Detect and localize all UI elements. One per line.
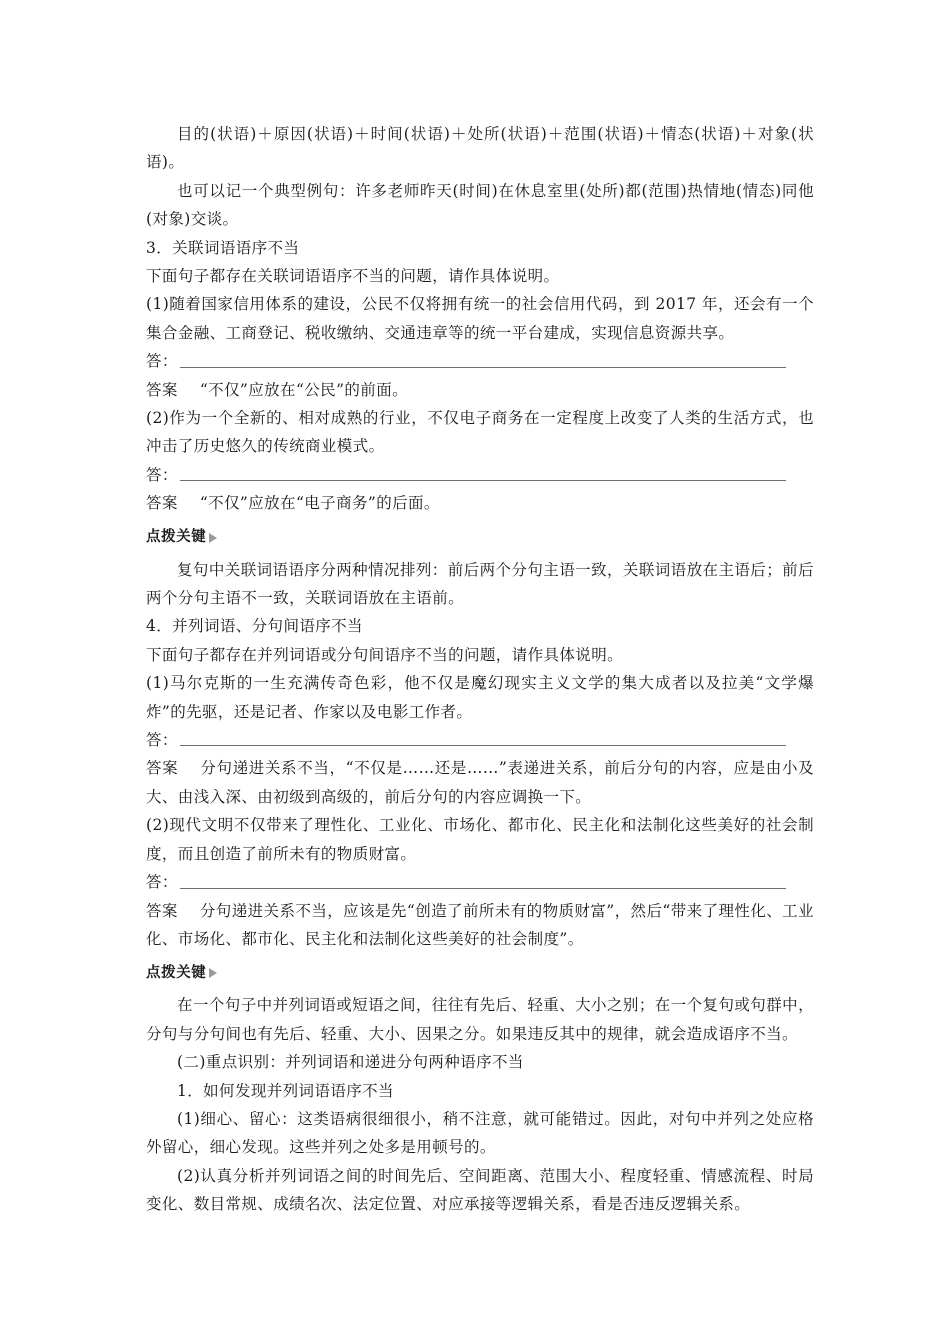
key-point-1-text: 复句中关联词语语序分两种情况排列：前后两个分句主语一致，关联词语放在主语后；前后两个分句主语不一致，关联词语放在主语前。 (146, 560, 814, 608)
answer-underline (180, 888, 786, 889)
answer-underline (180, 367, 786, 368)
section-3-intro: 下面句子都存在关联词语语序不当的问题，请作具体说明。 (146, 267, 560, 286)
answer-blank-s3-q2 (146, 461, 814, 489)
section-4-intro: 下面句子都存在并列词语或分句间语序不当的问题，请作具体说明。 (146, 645, 624, 664)
paragraph-adverbial-order: 目的(状语)＋原因(状语)＋时间(状语)＋处所(状语)＋范围(状语)＋情态(状语)＋对象(状语)。 (146, 125, 814, 172)
answer-tag: 答案 (146, 901, 178, 920)
subsection-2-title: (二)重点识别：并列词语和递进分句两种语序不当 (177, 1053, 524, 1072)
section-4-question-1: (1)马尔克斯的一生充满传奇色彩，他不仅是魔幻现实主义文学的集大成者以及拉美“文学爆炸”的先驱，还是记者、作家以及电影工作者。 (146, 674, 814, 721)
answer-text: 分句递进关系不当，应该是先“创造了前所未有的物质财富”，然后“带来了理性化、工业化、市场化、都市化、民主化和法制化这些美好的社会制度”。 (146, 901, 814, 948)
answer-text: 分句递进关系不当，“不仅是……还是……”表递进关系，前后分句的内容，应是由小及大、由浅入深、由初级到高级的，前后分句的内容应调换一下。 (146, 759, 814, 806)
section-3-answer-1 (146, 376, 814, 404)
answer-tag: 答案 (146, 494, 178, 513)
answer-text: “不仅”应放在“电子商务”的后面。 (199, 494, 440, 513)
answer-prompt: 答： (146, 352, 178, 371)
answer-blank-s4-q2 (146, 868, 814, 896)
answer-underline (180, 745, 786, 746)
answer-prompt: 答： (146, 873, 178, 892)
paragraph-example-sentence: 也可以记一个典型例句：许多老师昨天(时间)在休息室里(处所)都(范围)热情地(情态)同他(对象)交谈。 (146, 181, 814, 229)
answer-blank-s4-q1 (146, 726, 814, 754)
key-point-label: 点拨关键 (146, 529, 207, 546)
subsection-2-item-1: 1．如何发现并列词语语序不当 (177, 1081, 394, 1100)
triangle-right-icon (209, 968, 217, 978)
section-3-title: 3．关联词语语序不当 (146, 238, 300, 257)
section-4-question-2: (2)现代文明不仅带来了理性化、工业化、市场化、都市化、民主化和法制化这些美好的社会制度，而且创造了前所未有的物质财富。 (146, 816, 814, 863)
subsection-2-point-2: (2)认真分析并列词语之间的时间先后、空间距离、范围大小、程度轻重、情感流程、时局变化、数目常规、成绩名次、法定位置、对应承接等逻辑关系，看是否违反逻辑关系。 (146, 1166, 814, 1214)
section-3-question-2: (2)作为一个全新的、相对成熟的行业，不仅电子商务在一定程度上改变了人类的生活方式，也冲击了历史悠久的传统商业模式。 (146, 409, 814, 456)
answer-blank-s3-q1 (146, 347, 814, 375)
section-3-answer-2 (146, 489, 814, 517)
answer-prompt: 答： (146, 465, 178, 484)
section-4-answer-1 (146, 754, 814, 811)
key-point-2-text: 在一个句子中并列词语或短语之间，往往有先后、轻重、大小之别；在一个复句或句群中，分句与分句间也有先后、轻重、大小、因果之分。如果违反其中的规律，就会造成语序不当。 (146, 996, 814, 1043)
triangle-right-icon (209, 533, 217, 543)
document-page (146, 120, 814, 1219)
answer-tag: 答案 (146, 380, 178, 399)
answer-underline (180, 480, 786, 481)
section-3-question-1: (1)随着国家信用体系的建设，公民不仅将拥有统一的社会信用代码，到 2017 年，还会有一个集合金融、工商登记、税收缴纳、交通违章等的统一平台建成，实现信息资源共享。 (146, 295, 814, 342)
subsection-2-point-1: (1)细心、留心：这类语病很细很小，稍不注意，就可能错过。因此，对句中并列之处应格外留心，细心发现。这些并列之处多是用顿号的。 (146, 1109, 814, 1157)
key-point-label: 点拨关键 (146, 965, 207, 982)
answer-text: “不仅”应放在“公民”的前面。 (199, 380, 409, 399)
answer-tag: 答案 (146, 759, 179, 778)
section-4-title: 4．并列词语、分句间语序不当 (146, 617, 363, 636)
key-point-heading-1 (146, 526, 814, 550)
key-point-heading-2 (146, 961, 814, 985)
answer-prompt: 答： (146, 731, 178, 750)
section-4-answer-2 (146, 897, 814, 954)
